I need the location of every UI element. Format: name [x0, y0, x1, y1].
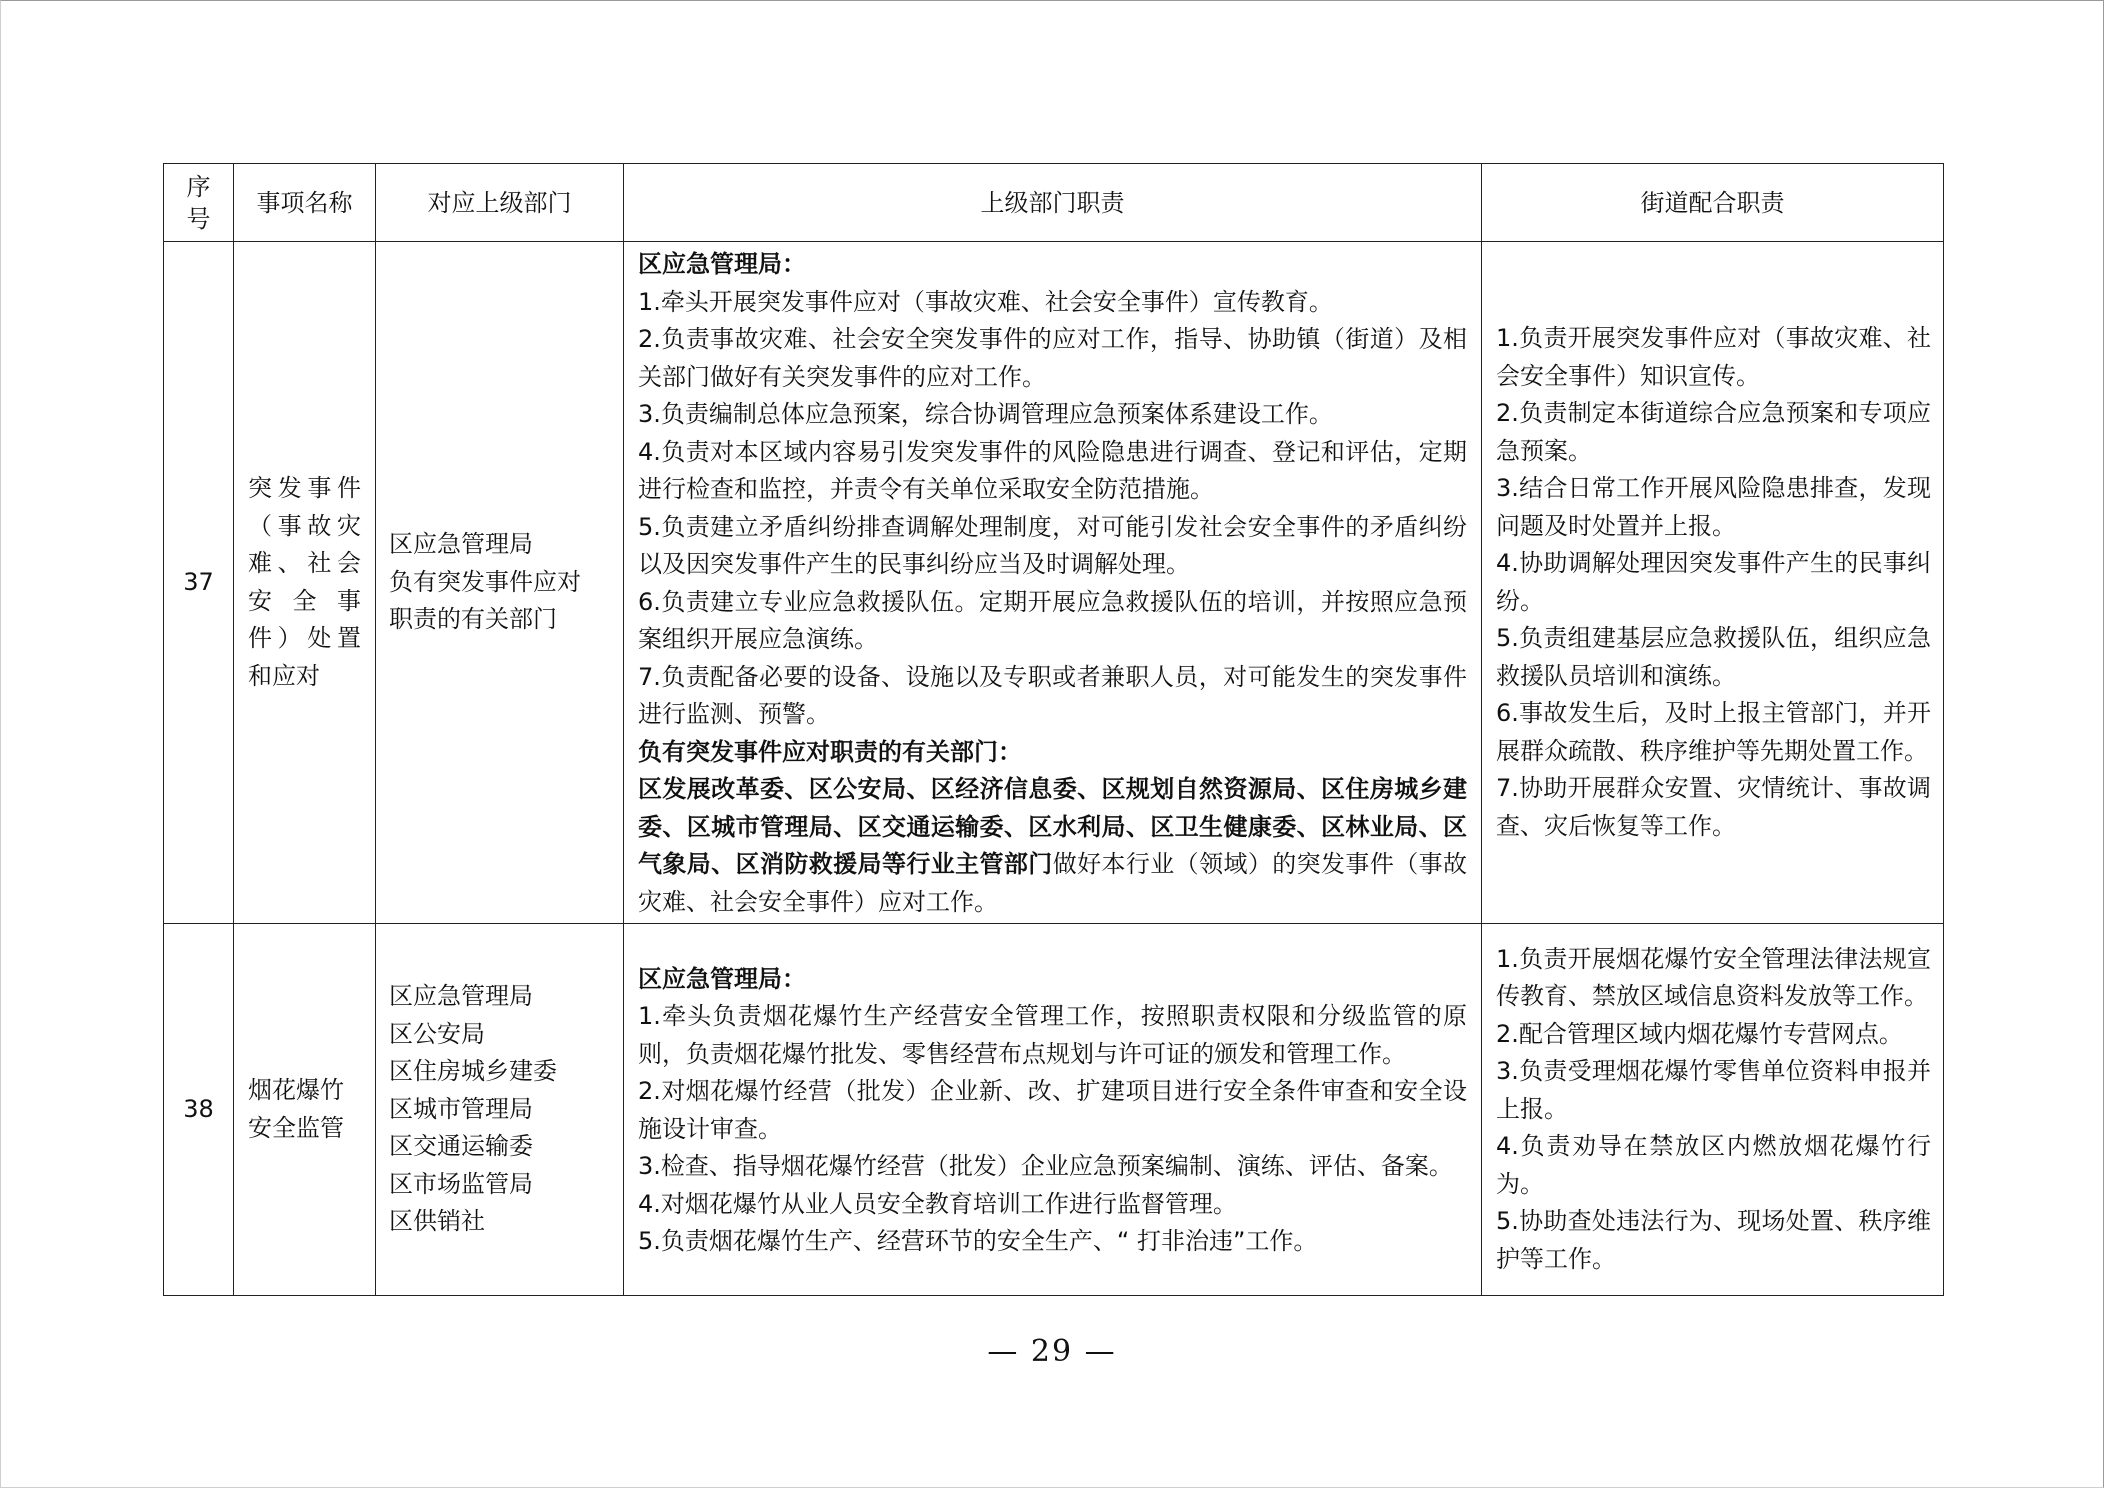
- duty-item: 6.负责建立专业应急救援队伍。定期开展应急救援队伍的培训，并按照应急预案组织开展应急演练。: [638, 587, 1467, 653]
- street-item: 3.结合日常工作开展风险隐患排查，发现问题及时处置并上报。: [1496, 474, 1931, 540]
- duty-item: 4.对烟花爆竹从业人员安全教育培训工作进行监督管理。: [638, 1189, 1237, 1218]
- street-item: 6.事故发生后，及时上报主管部门，并开展群众疏散、秩序维护等先期处置工作。: [1496, 699, 1931, 765]
- duty-table: [163, 163, 1944, 1296]
- duty-depts-paragraph: [638, 771, 1467, 921]
- duty-heading: 区应急管理局：: [638, 250, 806, 278]
- street-item: 4.负责劝导在禁放区内燃放烟花爆竹行为。: [1496, 1132, 1931, 1198]
- duty-item: 3.检查、指导烟花爆竹经营（批发）企业应急预案编制、演练、评估、备案。: [638, 1152, 1453, 1180]
- header-seq: 序号: [164, 164, 234, 242]
- row-superior-duty: [624, 924, 1482, 1296]
- duty-heading: 负有突发事件应对职责的有关部门：: [638, 737, 1022, 766]
- street-item: 2.负责制定本街道综合应急预案和专项应急预案。: [1496, 399, 1931, 465]
- row-item-name: 烟花爆竹 安全监管: [234, 924, 376, 1296]
- header-superior-dept: 对应上级部门: [376, 164, 624, 242]
- duty-item: 5.负责建立矛盾纠纷排查调解处理制度，对可能引发社会安全事件的矛盾纠纷以及因突发事件产生的民事纠纷应当及时调解处理。: [638, 512, 1467, 578]
- row-street-duty: [1482, 924, 1944, 1296]
- duty-bold-depts: 区发展改革委、区公安局、区经济信息委、区规划自然资源局、区住房城乡建委、区城市管理局、区交通运输委、区水利局、区卫生健康委、区林业局、区气象局、区消防救援局等行业主管部门: [638, 775, 1467, 878]
- street-item: 1.负责开展烟花爆竹安全管理法律法规宣传教育、禁放区域信息资料发放等工作。: [1496, 944, 1931, 1011]
- street-item: 3.负责受理烟花爆竹零售单位资料申报并上报。: [1496, 1057, 1931, 1123]
- duty-item: 4.负责对本区域内容易引发突发事件的风险隐患进行调查、登记和评估，定期进行检查和监控，并责令有关单位采取安全防范措施。: [638, 437, 1467, 503]
- row-item-name: 突发事件 （事故灾 难、社会 安全事 件）处置 和应对: [234, 242, 376, 924]
- street-item: 5.负责组建基层应急救援队伍，组织应急救援队员培训和演练。: [1496, 624, 1931, 690]
- row-street-duty: [1482, 242, 1944, 924]
- duty-item: 5.负责烟花爆竹生产、经营环节的安全生产、“ 打非治违”工作。: [638, 1227, 1318, 1255]
- street-item: 5.协助查处违法行为、现场处置、秩序维护等工作。: [1496, 1207, 1931, 1273]
- row-superior-dept: 区应急管理局 负有突发事件应对 职责的有关部门: [376, 242, 624, 924]
- duty-item: 7.负责配备必要的设备、设施以及专职或者兼职人员，对可能发生的突发事件进行监测、预警。: [638, 662, 1467, 728]
- page-number: — 29 —: [987, 1334, 1117, 1369]
- row-seq: 38: [164, 924, 234, 1296]
- table-row: [164, 242, 1944, 924]
- row-superior-dept: 区应急管理局 区公安局 区住房城乡建委 区城市管理局 区交通运输委 区市场监管局 区供销社: [376, 924, 624, 1296]
- header-street-duty: 街道配合职责: [1482, 164, 1944, 242]
- street-item: 2.配合管理区域内烟花爆竹专营网点。: [1496, 1019, 1903, 1048]
- duty-tail: 做好本行业（领域）的突发事件（事故灾难、社会安全事件）应对工作。: [638, 850, 1468, 916]
- street-item: 7.协助开展群众安置、灾情统计、事故调查、灾后恢复等工作。: [1496, 774, 1931, 840]
- header-superior-duty: 上级部门职责: [624, 164, 1482, 242]
- duty-item: 1.牵头开展突发事件应对（事故灾难、社会安全事件）宣传教育。: [638, 287, 1333, 316]
- duty-item: 2.对烟花爆竹经营（批发）企业新、改、扩建项目进行安全条件审查和安全设施设计审查。: [638, 1077, 1467, 1143]
- street-item: 1.负责开展突发事件应对（事故灾难、社会安全事件）知识宣传。: [1496, 324, 1931, 390]
- duty-item: 1.牵头负责烟花爆竹生产经营安全管理工作，按照职责权限和分级监管的原则，负责烟花爆竹批发、零售经营布点规划与许可证的颁发和管理工作。: [638, 1002, 1467, 1068]
- street-item: 4.协助调解处理因突发事件产生的民事纠纷。: [1496, 549, 1931, 615]
- row-seq: 37: [164, 242, 234, 924]
- row-superior-duty: [624, 242, 1482, 924]
- header-item-name: 事项名称: [234, 164, 376, 242]
- table-header-row: [164, 164, 1944, 242]
- duty-item: 2.负责事故灾难、社会安全突发事件的应对工作，指导、协助镇（街道）及相关部门做好有关突发事件的应对工作。: [638, 325, 1467, 391]
- duty-item: 3.负责编制总体应急预案，综合协调管理应急预案体系建设工作。: [638, 400, 1333, 428]
- duty-heading: 区应急管理局：: [638, 964, 806, 993]
- table-row: [164, 924, 1944, 1296]
